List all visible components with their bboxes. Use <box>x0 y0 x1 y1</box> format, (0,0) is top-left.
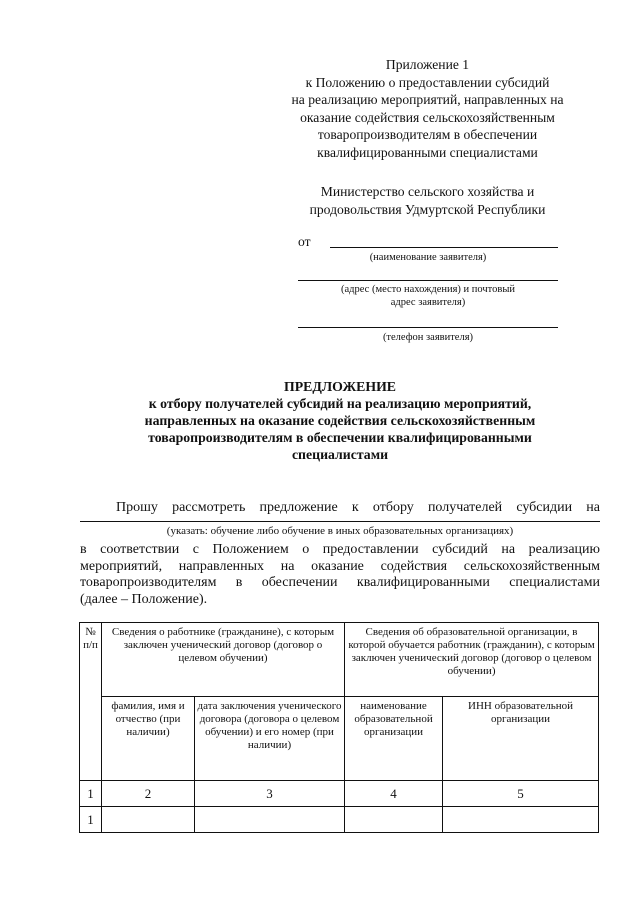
table-cell-input[interactable] <box>195 807 345 833</box>
applicant-name-caption: (наименование заявителя) <box>369 252 487 263</box>
header-col-date: дата заключения ученического договора (договора о целевом обучении) и его номер (при наличии) <box>195 697 345 781</box>
body-line: мероприятий, направленных на оказание содействия сельскохозяйственным <box>80 558 600 574</box>
title-line: специалистами <box>291 447 389 462</box>
table-subheader-row <box>80 697 599 781</box>
table-cell: 1 <box>80 807 102 833</box>
applicant-address-field[interactable] <box>298 264 558 281</box>
applicant-name-field[interactable] <box>330 231 558 248</box>
body-line: в соответствии с Положением о предоставлении субсидий на реализацию <box>80 542 600 557</box>
table-cell-input[interactable] <box>102 807 195 833</box>
appendix-line: на реализацию мероприятий, направленных на <box>291 92 564 108</box>
appendix-line: квалифицированными специалистами <box>317 144 538 160</box>
table-cell: 3 <box>195 781 345 807</box>
request-body <box>80 542 600 608</box>
table-cell: 1 <box>80 781 102 807</box>
table-cell-input[interactable] <box>345 807 443 833</box>
header-col-inn: ИНН образовательной организации <box>443 697 599 781</box>
request-type-field[interactable] <box>80 517 600 522</box>
request-first-line: Прошу рассмотреть предложение к отбору получателей субсидии на <box>116 500 600 515</box>
appendix-line: оказание содействия сельскохозяйственным <box>300 109 555 125</box>
address-caption-line: адрес заявителя) <box>390 297 466 308</box>
appendix-line: товаропроизводителям в обеспечении <box>317 127 538 143</box>
header-group-organization: Сведения об образовательной организации, в которой обучается работник (гражданин), с которым заключен ученический договор (договор о целевом обучении) <box>345 623 599 697</box>
ministry-line: продовольствия Удмуртской Республики <box>309 202 546 217</box>
appendix-line: к Положению о предоставлении субсидий <box>305 74 550 90</box>
from-label: от <box>298 234 311 249</box>
table-row <box>80 807 599 833</box>
appendix-line: Приложение 1 <box>385 57 470 72</box>
ministry-addressee <box>275 183 580 219</box>
title-line: направленных на оказание содействия сельскохозяйственным <box>144 413 536 428</box>
ministry-line: Министерство сельского хозяйства и <box>320 184 535 199</box>
table-cell-input[interactable] <box>443 807 599 833</box>
table-numbering-row <box>80 781 599 807</box>
title-line: товаропроизводителям в обеспечении квалифицированными <box>148 430 532 445</box>
appendix-header <box>255 56 600 162</box>
table-cell: 5 <box>443 781 599 807</box>
header-col-name: фамилия, имя и отчество (при наличии) <box>102 697 195 781</box>
applicant-phone-field[interactable] <box>298 311 558 328</box>
table-cell: 2 <box>102 781 195 807</box>
applicant-address-caption <box>298 283 558 309</box>
candidates-table <box>79 622 599 833</box>
table-header-row <box>80 623 599 697</box>
table-cell: 4 <box>345 781 443 807</box>
document-title <box>80 378 600 463</box>
request-type-caption: (указать: обучение либо обучение в иных образовательных организациях) <box>166 525 514 537</box>
body-line: товаропроизводителям в обеспечении квалифицированными специалистами <box>80 575 600 590</box>
address-caption-line: (адрес (место нахождения) и почтовый <box>340 284 516 295</box>
title-main: ПРЕДЛОЖЕНИЕ <box>283 379 397 394</box>
title-line: к отбору получателей субсидий на реализацию мероприятий, <box>148 396 532 411</box>
body-line-last: (далее – Положение). <box>80 591 208 607</box>
header-col-no: № п/п <box>80 623 102 781</box>
header-col-org-name: наименование образовательной организации <box>345 697 443 781</box>
header-group-worker: Сведения о работнике (гражданине), с которым заключен ученический договор (договор о целевом обучении) <box>102 623 345 697</box>
applicant-phone-caption: (телефон заявителя) <box>382 332 474 343</box>
